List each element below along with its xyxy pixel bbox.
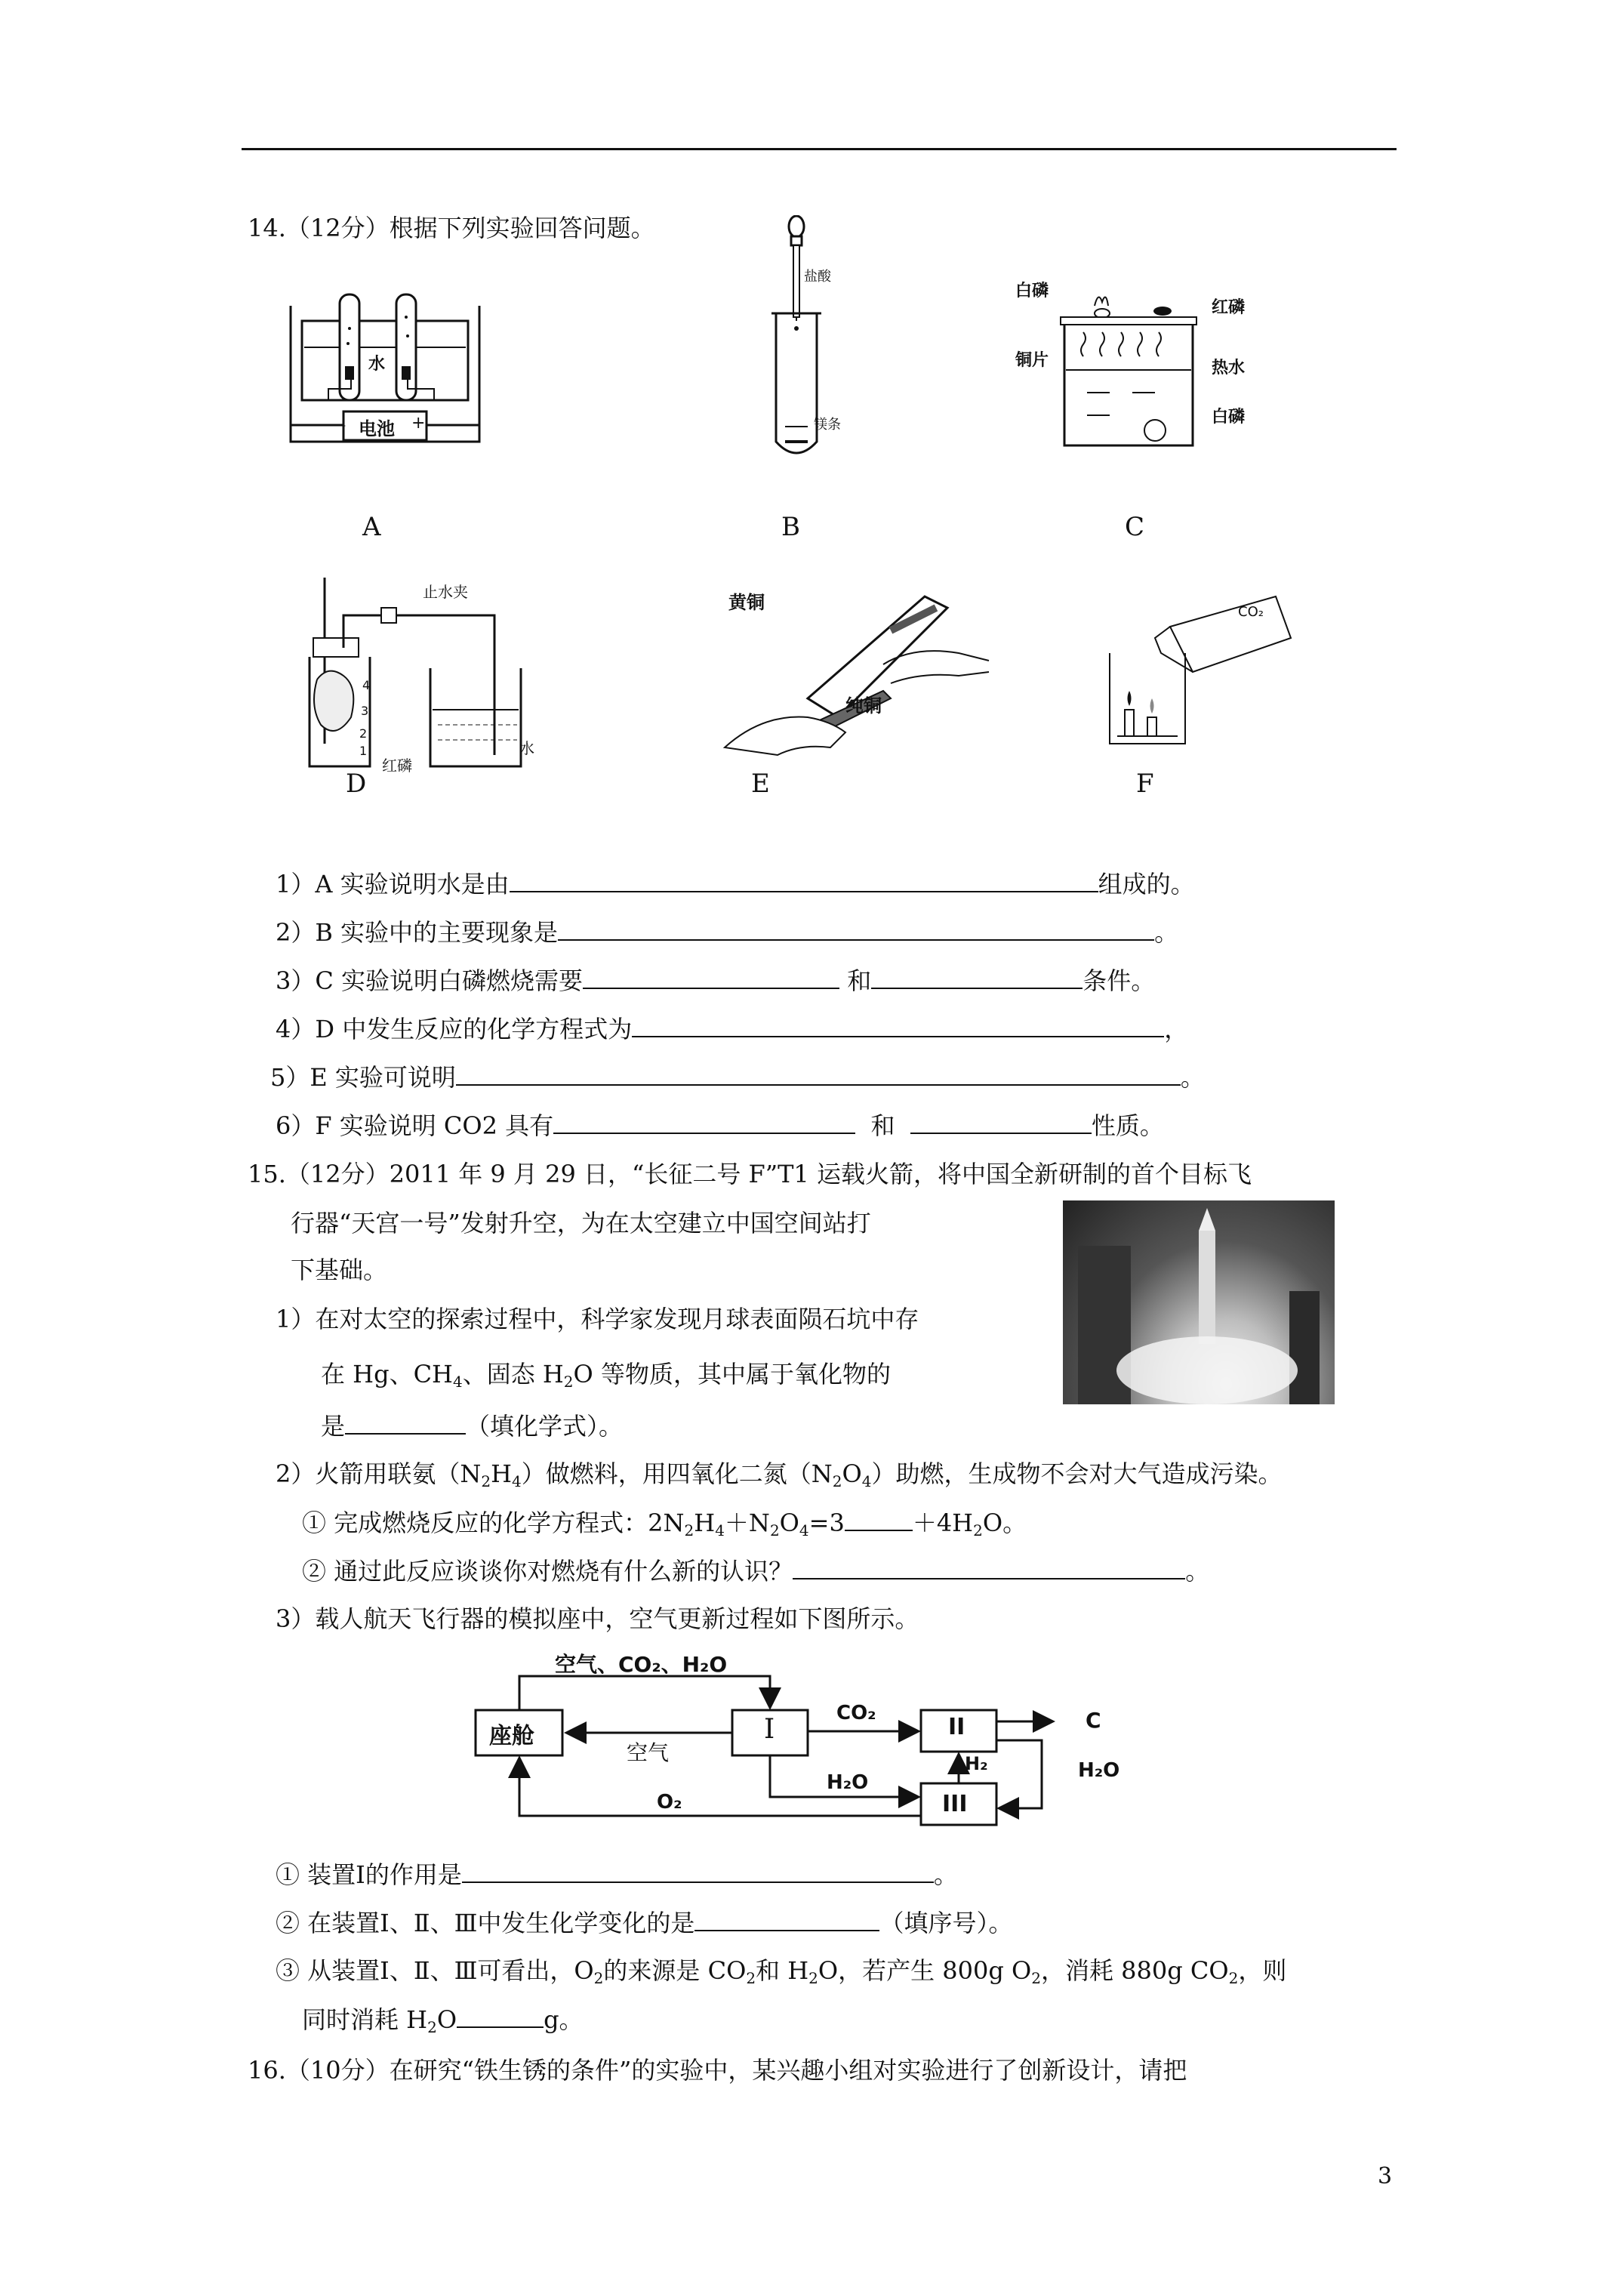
figure-e-brass-label: 黄铜 [728, 592, 765, 613]
q14-answer-blank-1[interactable] [510, 868, 1098, 892]
figure-f-co2 [1102, 581, 1298, 755]
q15-oxide-answer-blank[interactable] [345, 1410, 466, 1435]
q15-sub1-line-3: 是 （填化学式）。 [321, 1412, 624, 1441]
q15-water-mass-blank[interactable] [457, 2004, 544, 2028]
figure-f-co2-label: CO₂ [1238, 604, 1264, 620]
diagram-h2o-out-label: H₂O [1078, 1759, 1120, 1782]
figure-d-mark-3: 3 [361, 704, 369, 718]
q15-sub1-line-2: 在 Hg、$CH_4$、固态 $H_2O$ 等物质，其中属于氧化物的 [321, 1360, 891, 1391]
q15-sub3-item-2: ② 在装置Ⅰ、Ⅱ、Ⅲ中发生化学变化的是 （填序号）。 [276, 1909, 1013, 1937]
figure-a-minus: － [331, 418, 348, 436]
figure-a-battery-label: 电池 [359, 418, 395, 439]
figure-d-red-p-label: 红磷 [382, 757, 412, 775]
figure-a-plus: + [411, 414, 426, 433]
q15-line-3: 下基础。 [291, 1256, 388, 1284]
q15-sub2-item-2: ② 通过此反应谈谈你对燃烧有什么新的认识？ 。 [302, 1557, 1210, 1586]
q15-line-1: 15.（12分）2011 年 9 月 29 日，“长征二号 F”T1 运载火箭，将中国全新研制的首个目标飞 [248, 1160, 1252, 1188]
q14-item-1: 1）A 实验说明水是由 组成的。 [276, 870, 1195, 898]
diagram-box-2: II [948, 1714, 965, 1740]
rocket-launch-photo [1063, 1200, 1335, 1404]
diagram-co2-label: CO₂ [836, 1702, 876, 1724]
q15-sub3-item-3: ③ 从装置Ⅰ、Ⅱ、Ⅲ可看出，$O_2$的来源是 $CO_2$和 $H_2O$，若产生 800g $O_2$，消耗 880g $CO_2$，则 [276, 1956, 1287, 1987]
q14-item-6: 6）F 实验说明 CO2 具有 和 性质。 [276, 1111, 1164, 1140]
figure-b-acid-label: 盐酸 [804, 269, 831, 285]
q15-sub1-line-1: 1）在对太空的探索过程中，科学家发现月球表面陨石坑中存 [276, 1305, 919, 1333]
diagram-h2o-label: H₂O [827, 1771, 869, 1794]
page-number: 3 [1378, 2163, 1393, 2190]
q14-item-4: 4）D 中发生反应的化学方程式为 ， [276, 1015, 1189, 1043]
q14-answer-blank-6b[interactable] [910, 1110, 1092, 1134]
figure-a-water-label: 水 [368, 355, 386, 374]
diagram-box-1: I [764, 1714, 775, 1745]
q14-answer-blank-4[interactable] [632, 1013, 1164, 1037]
figure-c-combustion [1042, 272, 1208, 453]
figure-d-water-label: 水 [519, 739, 534, 757]
figure-c-hot-water: 热水 [1212, 359, 1246, 378]
diagram-cabin: 座舱 [489, 1723, 534, 1749]
figure-c-white-p-bottom: 白磷 [1212, 408, 1246, 427]
figure-d-mark-2: 2 [359, 726, 368, 741]
q15-chemical-change-blank[interactable] [694, 1907, 879, 1931]
q14-answer-blank-3b[interactable] [871, 965, 1083, 989]
figure-e-label: E [751, 769, 770, 799]
q15-sub2-item-1: ① 完成燃烧反应的化学方程式：$2N_2H_4+N_2O_4=3 +4H_2O$。 [302, 1509, 1027, 1539]
q16-line-1: 16.（10分）在研究“铁生锈的条件”的实验中，某兴趣小组对实验进行了创新设计，请把 [248, 2056, 1187, 2085]
figure-f-label: F [1136, 769, 1154, 799]
q14-item-2: 2）B 实验中的主要现象是 。 [276, 918, 1179, 947]
figure-c-label: C [1125, 512, 1145, 542]
q14-answer-blank-3a[interactable] [583, 965, 839, 989]
figure-c-red-p: 红磷 [1212, 298, 1246, 317]
figure-c-copper: 铜片 [1015, 351, 1049, 370]
figure-c-white-p-top: 白磷 [1015, 282, 1049, 300]
figure-d-mark-4: 4 [362, 678, 371, 692]
diagram-top-label: 空气、CO₂、H₂O [555, 1652, 728, 1677]
q15-device-1-function-blank[interactable] [462, 1859, 934, 1883]
q15-sub3-item-3-line-2: 同时消耗 $H_2O$ g。 [302, 2005, 584, 2036]
q14-answer-blank-2[interactable] [558, 917, 1154, 941]
diagram-c-label: C [1086, 1708, 1101, 1733]
q15-sub3-item-1: ① 装置Ⅰ的作用是 。 [276, 1860, 958, 1889]
header-rule [242, 148, 1397, 150]
figure-d-mark-1: 1 [359, 744, 368, 758]
figure-d-clamp-label: 止水夹 [423, 583, 468, 601]
diagram-air-label: 空气 [627, 1740, 670, 1765]
q15-line-2: 行器“天宫一号”发射升空，为在太空建立中国空间站打 [291, 1209, 871, 1237]
q15-new-understanding-blank[interactable] [793, 1555, 1185, 1579]
figure-a-label: A [362, 512, 381, 542]
figure-e-copper-label: 纯铜 [845, 695, 882, 717]
q14-item-5: 5）E 实验可说明 。 [270, 1063, 1205, 1092]
q15-sub3-line: 3）载人航天飞行器的模拟座中，空气更新过程如下图所示。 [276, 1604, 919, 1633]
figure-d-apparatus [291, 574, 540, 770]
q14-item-3: 3）C 实验说明白磷燃烧需要 和 条件。 [276, 966, 1156, 995]
q14-answer-blank-6a[interactable] [553, 1110, 855, 1134]
figure-b-mg-label: 镁条 [814, 417, 841, 433]
q14-header: 14.（12分）根据下列实验回答问题。 [248, 214, 655, 242]
q15-sub2-line-1: 2）火箭用联氨$(N_2H_4)$做燃料，用四氧化二氮$(N_2O_4)$助燃，生成物不会对大气造成污染。 [276, 1459, 1283, 1490]
q15-equation-blank[interactable] [845, 1507, 913, 1531]
figure-d-label: D [346, 769, 367, 799]
diagram-box-3: III [942, 1791, 968, 1817]
figure-b-label: B [781, 512, 800, 542]
diagram-o2-label: O₂ [657, 1791, 682, 1814]
diagram-h2-label: H₂ [965, 1753, 988, 1774]
q14-answer-blank-5[interactable] [456, 1062, 1181, 1086]
